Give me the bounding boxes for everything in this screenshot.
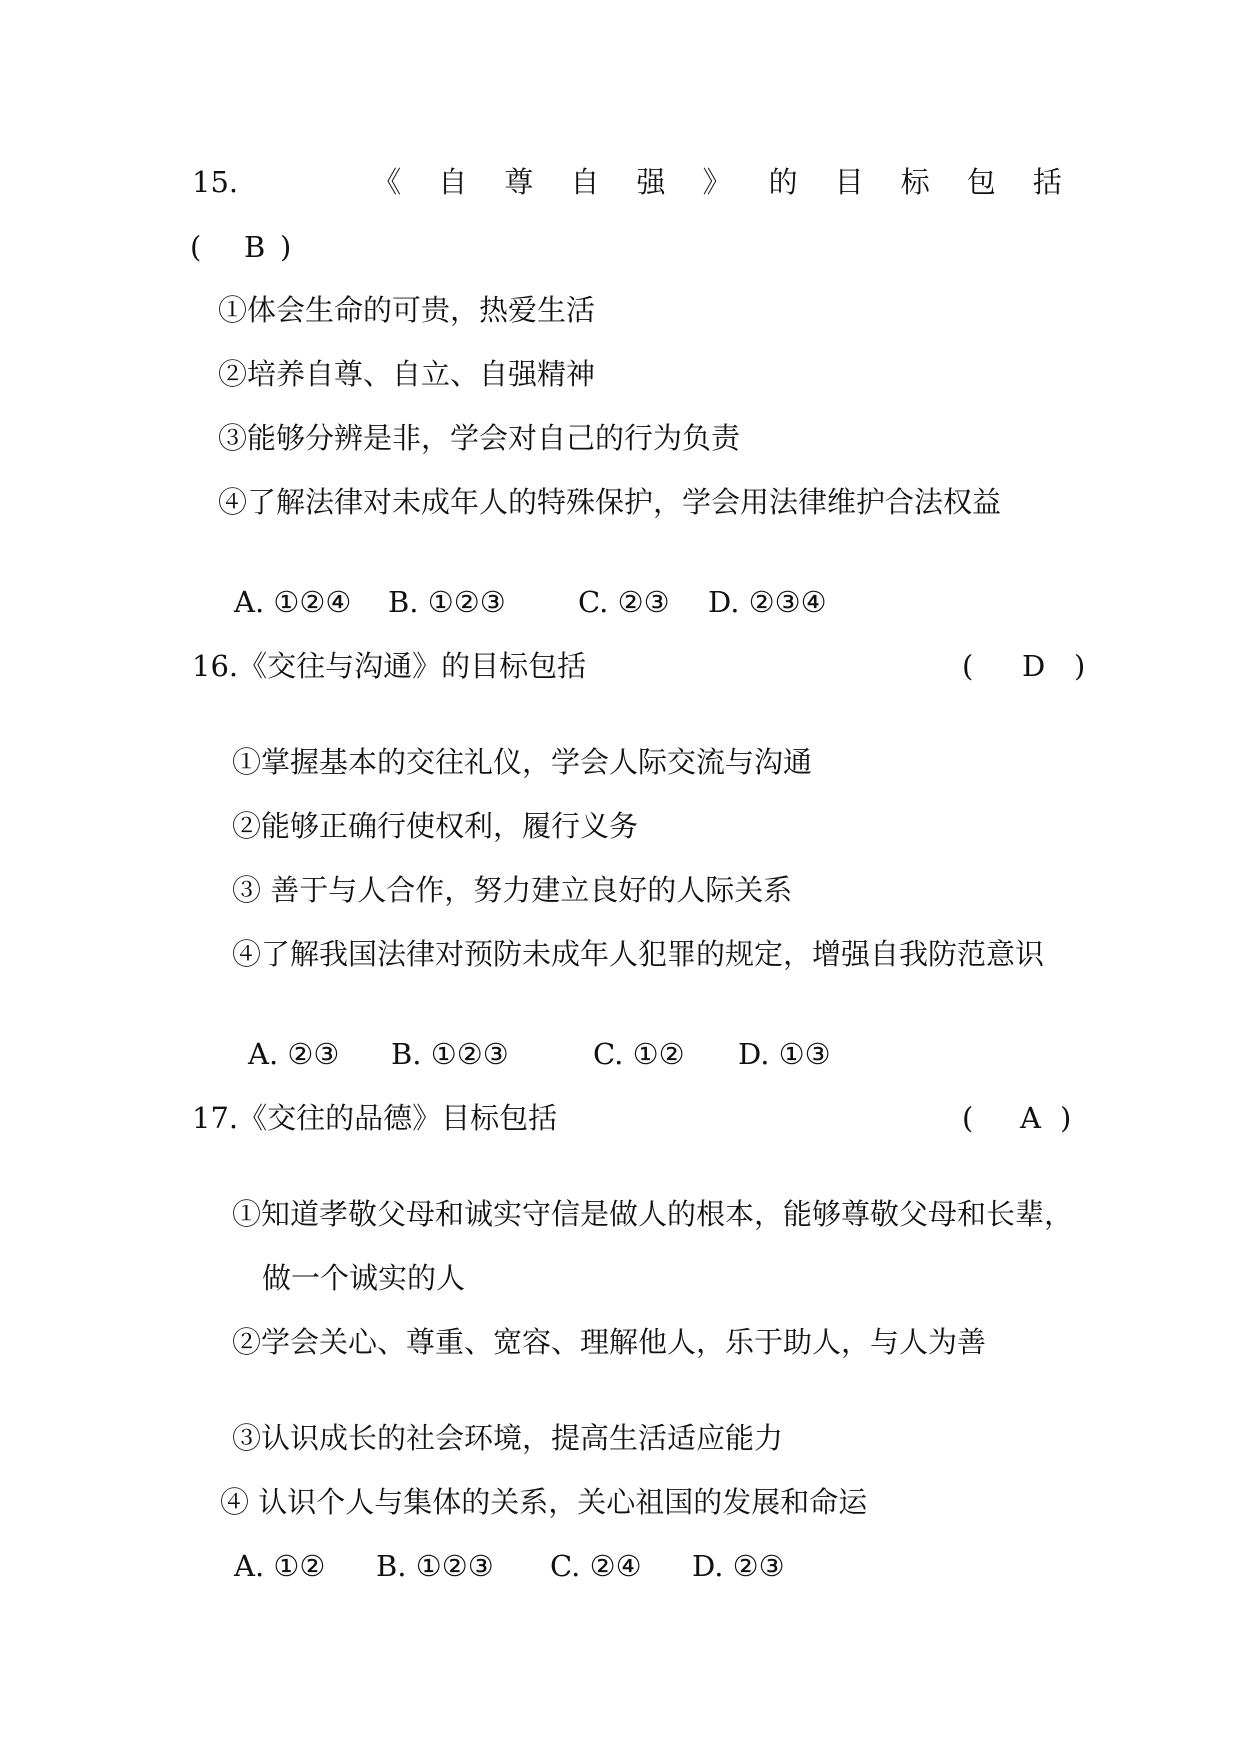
q15-option-c: C. ②③ <box>578 585 670 619</box>
q15-title-char: 尊 <box>504 165 534 199</box>
q17-answer: A <box>1020 1101 1041 1135</box>
q17-options <box>234 1548 874 1584</box>
q16-item-3: ③ 善于与人合作，努力建立良好的人际关系 <box>232 873 793 907</box>
q15-title-char: 自 <box>438 165 468 199</box>
q17-option-b: B. ①②③ <box>376 1549 494 1583</box>
q15-title-char: 括 <box>1032 165 1062 199</box>
q15-title-char: 标 <box>900 165 930 199</box>
q17-option-a: A. ①② <box>234 1549 326 1583</box>
q16-title: 16.《交往与沟通》的目标包括 <box>192 649 587 683</box>
q17-item-4: ④ 认识个人与集体的关系，关心祖国的发展和命运 <box>220 1485 868 1519</box>
q17-title: 17.《交往的品德》目标包括 <box>192 1101 558 1135</box>
q15-title-char: 的 <box>768 165 798 199</box>
q15-item-4: ④了解法律对未成年人的特殊保护，学会用法律维护合法权益 <box>218 485 1002 519</box>
q16-item-1: ①掌握基本的交往礼仪，学会人际交流与沟通 <box>232 745 813 779</box>
q15-answer-paren <box>190 229 310 265</box>
q15-title-char: 强 <box>636 165 666 199</box>
q15-item-3: ③能够分辨是非，学会对自己的行为负责 <box>218 421 741 455</box>
paren-open: ( <box>190 230 202 264</box>
paren-close: ) <box>1074 649 1086 683</box>
q15-option-d: D. ②③④ <box>708 585 827 619</box>
q15-title-char: 目 <box>834 165 864 199</box>
q17-option-c: C. ②④ <box>550 1549 642 1583</box>
q17-item-1-cont: 做一个诚实的人 <box>262 1261 466 1295</box>
q15-title-char: 》 <box>702 165 732 199</box>
q16-option-d: D. ①③ <box>738 1037 831 1071</box>
q16-item-2: ②能够正确行使权利，履行义务 <box>232 809 639 843</box>
q15-title-char: 包 <box>966 165 996 199</box>
paren-open: ( <box>962 649 974 683</box>
q15-item-1: ①体会生命的可贵，热爱生活 <box>218 293 596 327</box>
q15-option-a: A. ①②④ <box>234 585 352 619</box>
q16-option-c: C. ①② <box>593 1037 685 1071</box>
q16-option-a: A. ②③ <box>248 1037 340 1071</box>
q17-item-3: ③认识成长的社会环境，提高生活适应能力 <box>232 1421 784 1455</box>
q16-answer-paren <box>962 648 1092 684</box>
q15-number: 15. <box>192 165 239 199</box>
q15-title <box>192 164 1062 200</box>
q16-answer: D <box>1022 649 1046 683</box>
q15-item-2: ②培养自尊、自立、自强精神 <box>218 357 596 391</box>
q17-option-d: D. ②③ <box>692 1549 785 1583</box>
q17-answer-paren <box>962 1100 1082 1136</box>
q15-option-b: B. ①②③ <box>388 585 506 619</box>
q16-option-b: B. ①②③ <box>391 1037 509 1071</box>
paren-close: ) <box>1060 1101 1072 1135</box>
q16-options <box>248 1036 888 1072</box>
q15-options <box>234 584 874 620</box>
q16-item-4: ④了解我国法律对预防未成年人犯罪的规定，增强自我防范意识 <box>232 937 1045 971</box>
q17-item-2: ②学会关心、尊重、宽容、理解他人，乐于助人，与人为善 <box>232 1325 987 1359</box>
paren-close: ) <box>280 230 292 264</box>
q17-item-1: ①知道孝敬父母和诚实守信是做人的根本，能够尊敬父母和长辈， <box>232 1197 1074 1231</box>
q15-title-char: 自 <box>570 165 600 199</box>
paren-open: ( <box>962 1101 974 1135</box>
q15-title-char: 《 <box>372 165 402 199</box>
q15-answer: B <box>244 230 266 264</box>
